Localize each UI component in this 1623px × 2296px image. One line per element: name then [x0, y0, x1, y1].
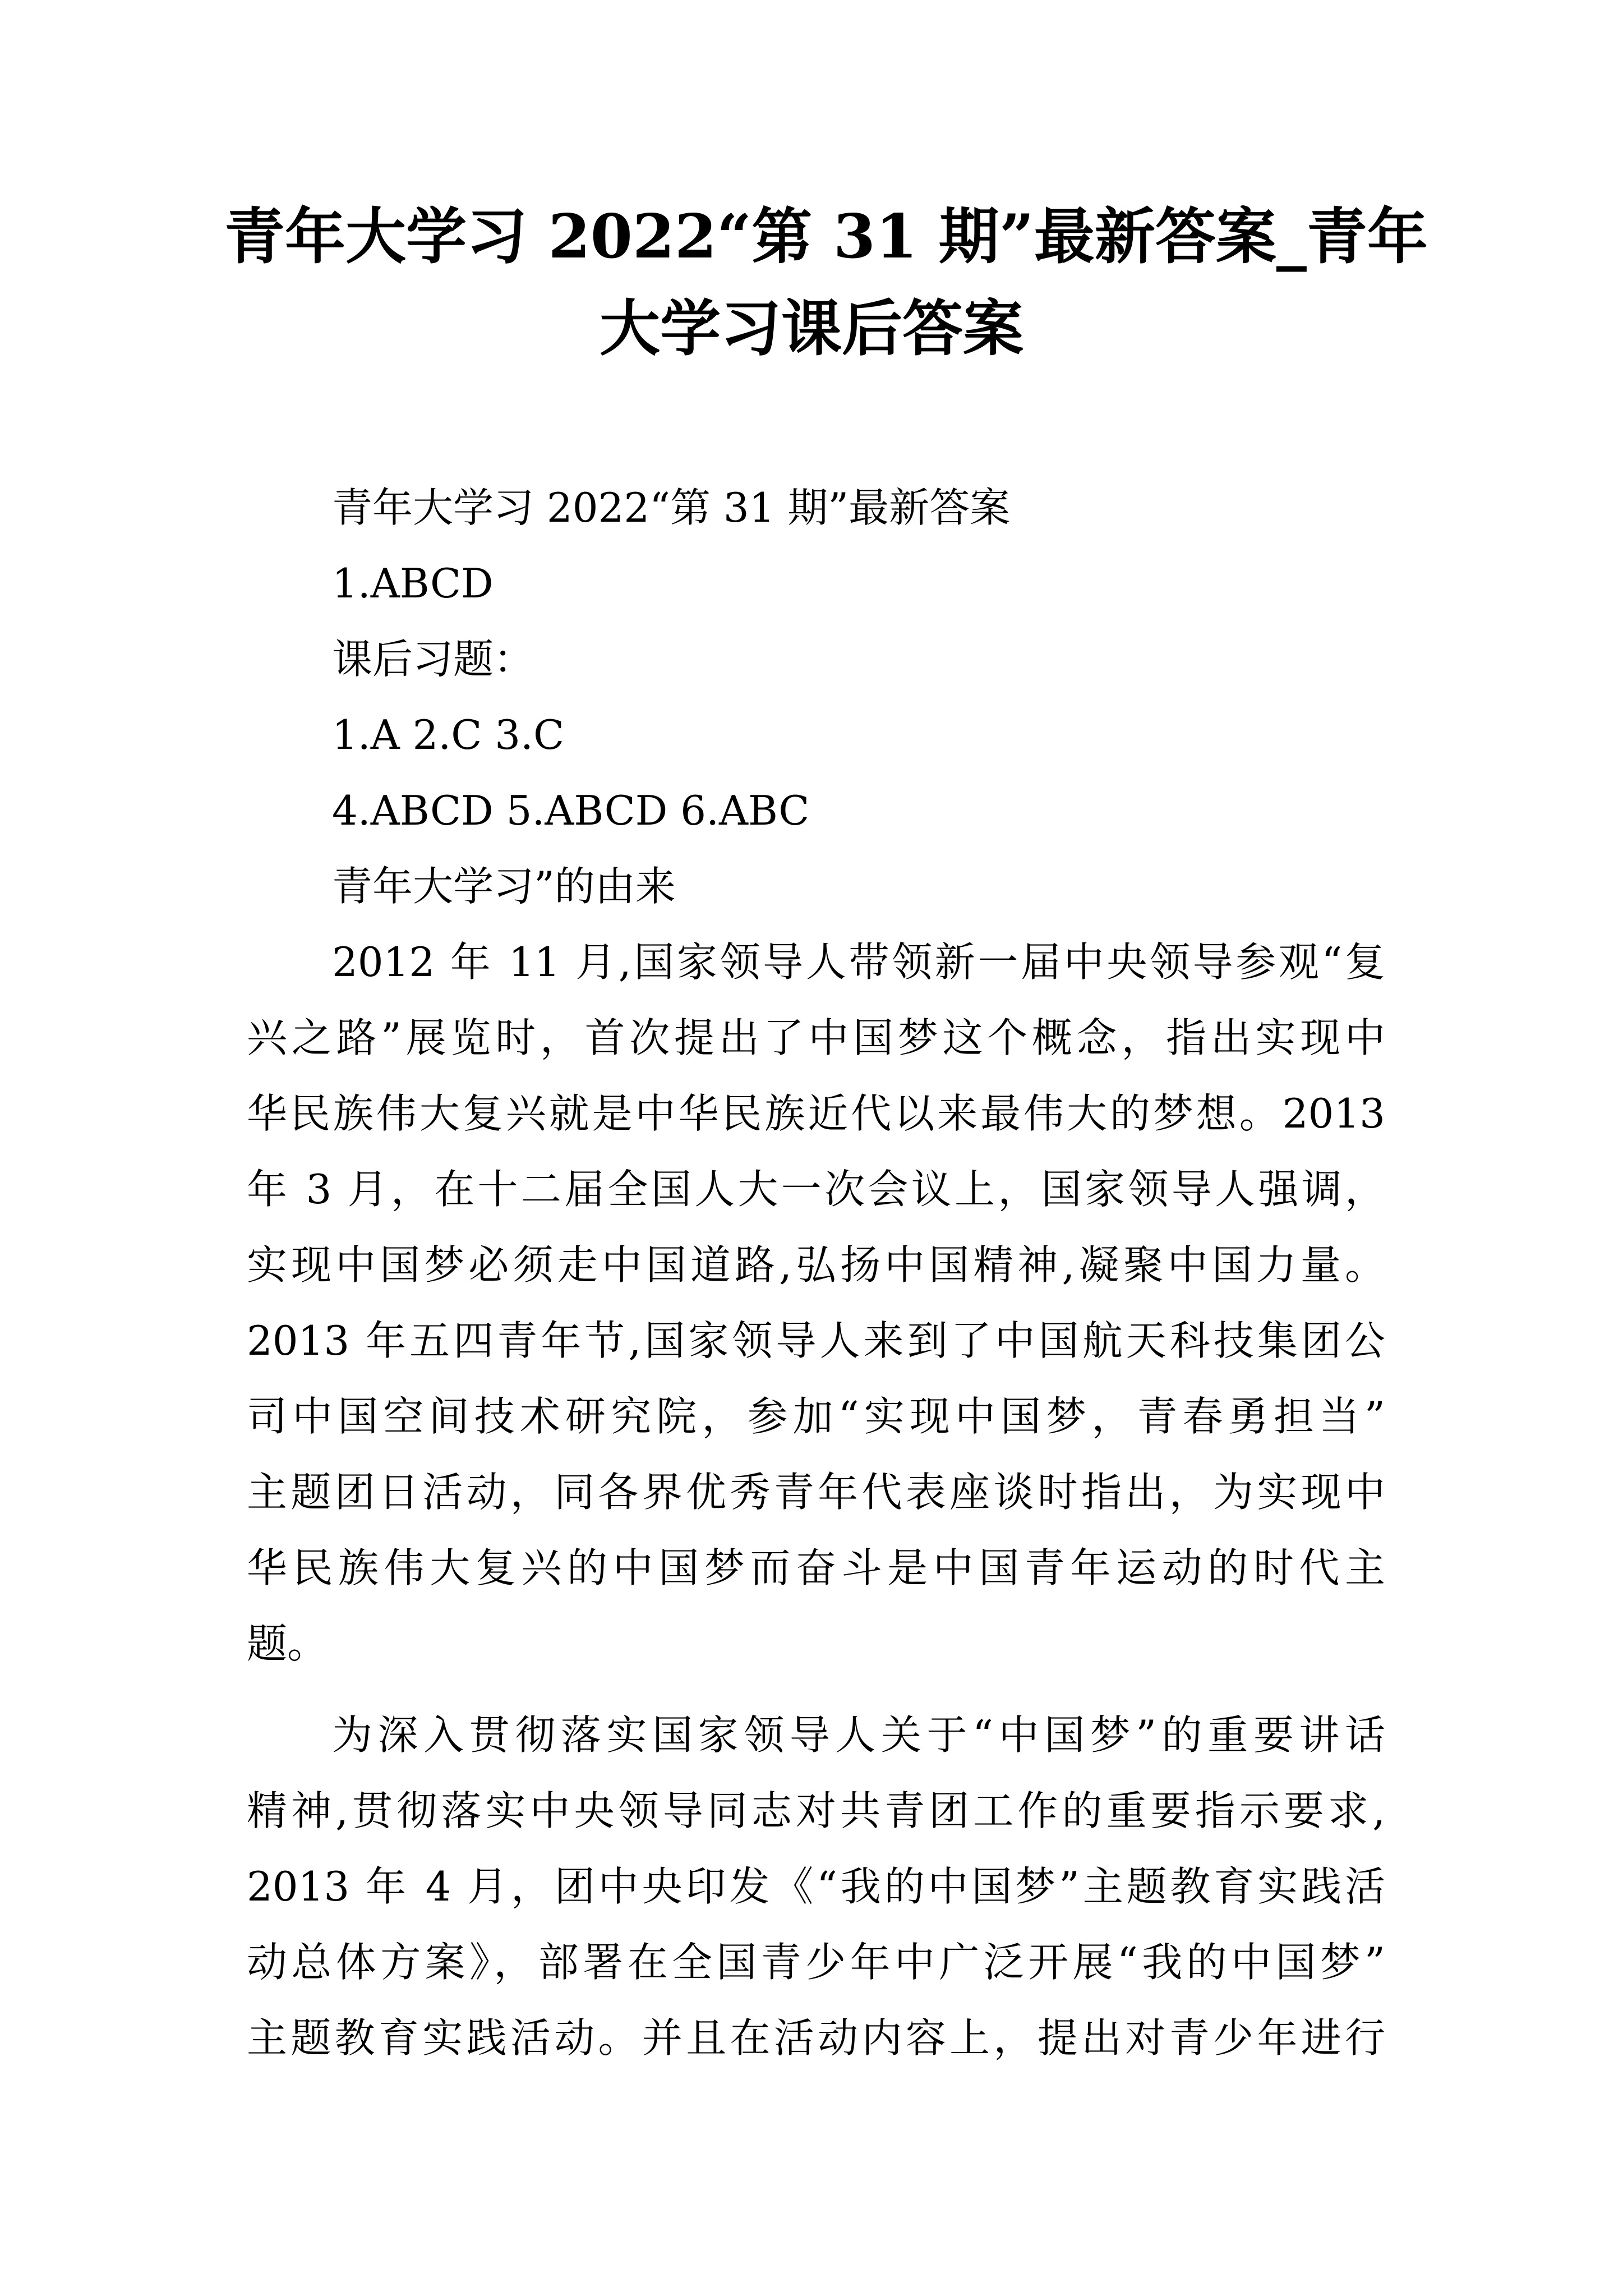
- paragraph-line: 司中国空间技术研究院，参加“实现中国梦，青春勇担当”: [247, 1393, 1385, 1440]
- title-line-2: 大学习课后答案: [599, 293, 1023, 364]
- paragraph-line: 华民族伟大复兴就是中华民族近代以来最伟大的梦想。2013: [247, 1090, 1385, 1137]
- answers-heading: 青年大学习 2022“第 31 期”最新答案: [332, 484, 1011, 531]
- answer-line: 4.ABCD 5.ABCD 6.ABC: [332, 787, 810, 834]
- paragraph-line: 题。: [247, 1620, 328, 1667]
- paragraph-line: 主题团日活动，同各界优秀青年代表座谈时指出，为实现中: [247, 1469, 1385, 1516]
- paragraph-spacer: [247, 1682, 1385, 1697]
- paragraph-line: 华民族伟大复兴的中国梦而奋斗是中国青年运动的时代主: [247, 1544, 1385, 1591]
- paragraph-1: [247, 924, 1385, 1682]
- paragraph-line: 主题教育实践活动。并且在活动内容上，提出对青少年进行: [247, 2014, 1385, 2062]
- paragraph-line: 精神,贯彻落实中央领导同志对共青团工作的重要指示要求,: [247, 1787, 1385, 1834]
- title-line-1: 青年大学习 2022“第 31 期”最新答案_青年: [224, 201, 1428, 272]
- paragraph-line: 为深入贯彻落实国家领导人关于“中国梦”的重要讲话: [332, 1711, 1385, 1759]
- answer-line: 1.A 2.C 3.C: [332, 711, 565, 758]
- paragraph-line: 兴之路”展览时，首次提出了中国梦这个概念，指出实现中: [247, 1014, 1385, 1061]
- paragraph-line: 动总体方案》，部署在全国青少年中广泛开展“我的中国梦”: [247, 1939, 1385, 1986]
- paragraph-line: 年 3 月，在十二届全国人大一次会议上，国家领导人强调，: [247, 1166, 1385, 1213]
- document-title: [224, 191, 1428, 375]
- paragraph-line: 2013 年 4 月，团中央印发《“我的中国梦”主题教育实践活: [247, 1863, 1385, 1910]
- paragraph-line: 实现中国梦必须走中国道路,弘扬中国精神,凝聚中国力量。: [247, 1241, 1385, 1289]
- paragraph-line: 2012 年 11 月,国家领导人带领新一届中央领导参观“复: [332, 938, 1385, 986]
- exercise-heading: 课后习题：: [332, 636, 534, 683]
- paragraph-line: 2013 年五四青年节,国家领导人来到了中国航天科技集团公: [247, 1317, 1385, 1364]
- origin-heading: 青年大学习”的由来: [332, 863, 676, 910]
- document-body: [247, 470, 1385, 2076]
- answer-line: 1.ABCD: [332, 560, 494, 607]
- answers-section: [247, 470, 1385, 924]
- paragraph-2: [247, 1697, 1385, 2076]
